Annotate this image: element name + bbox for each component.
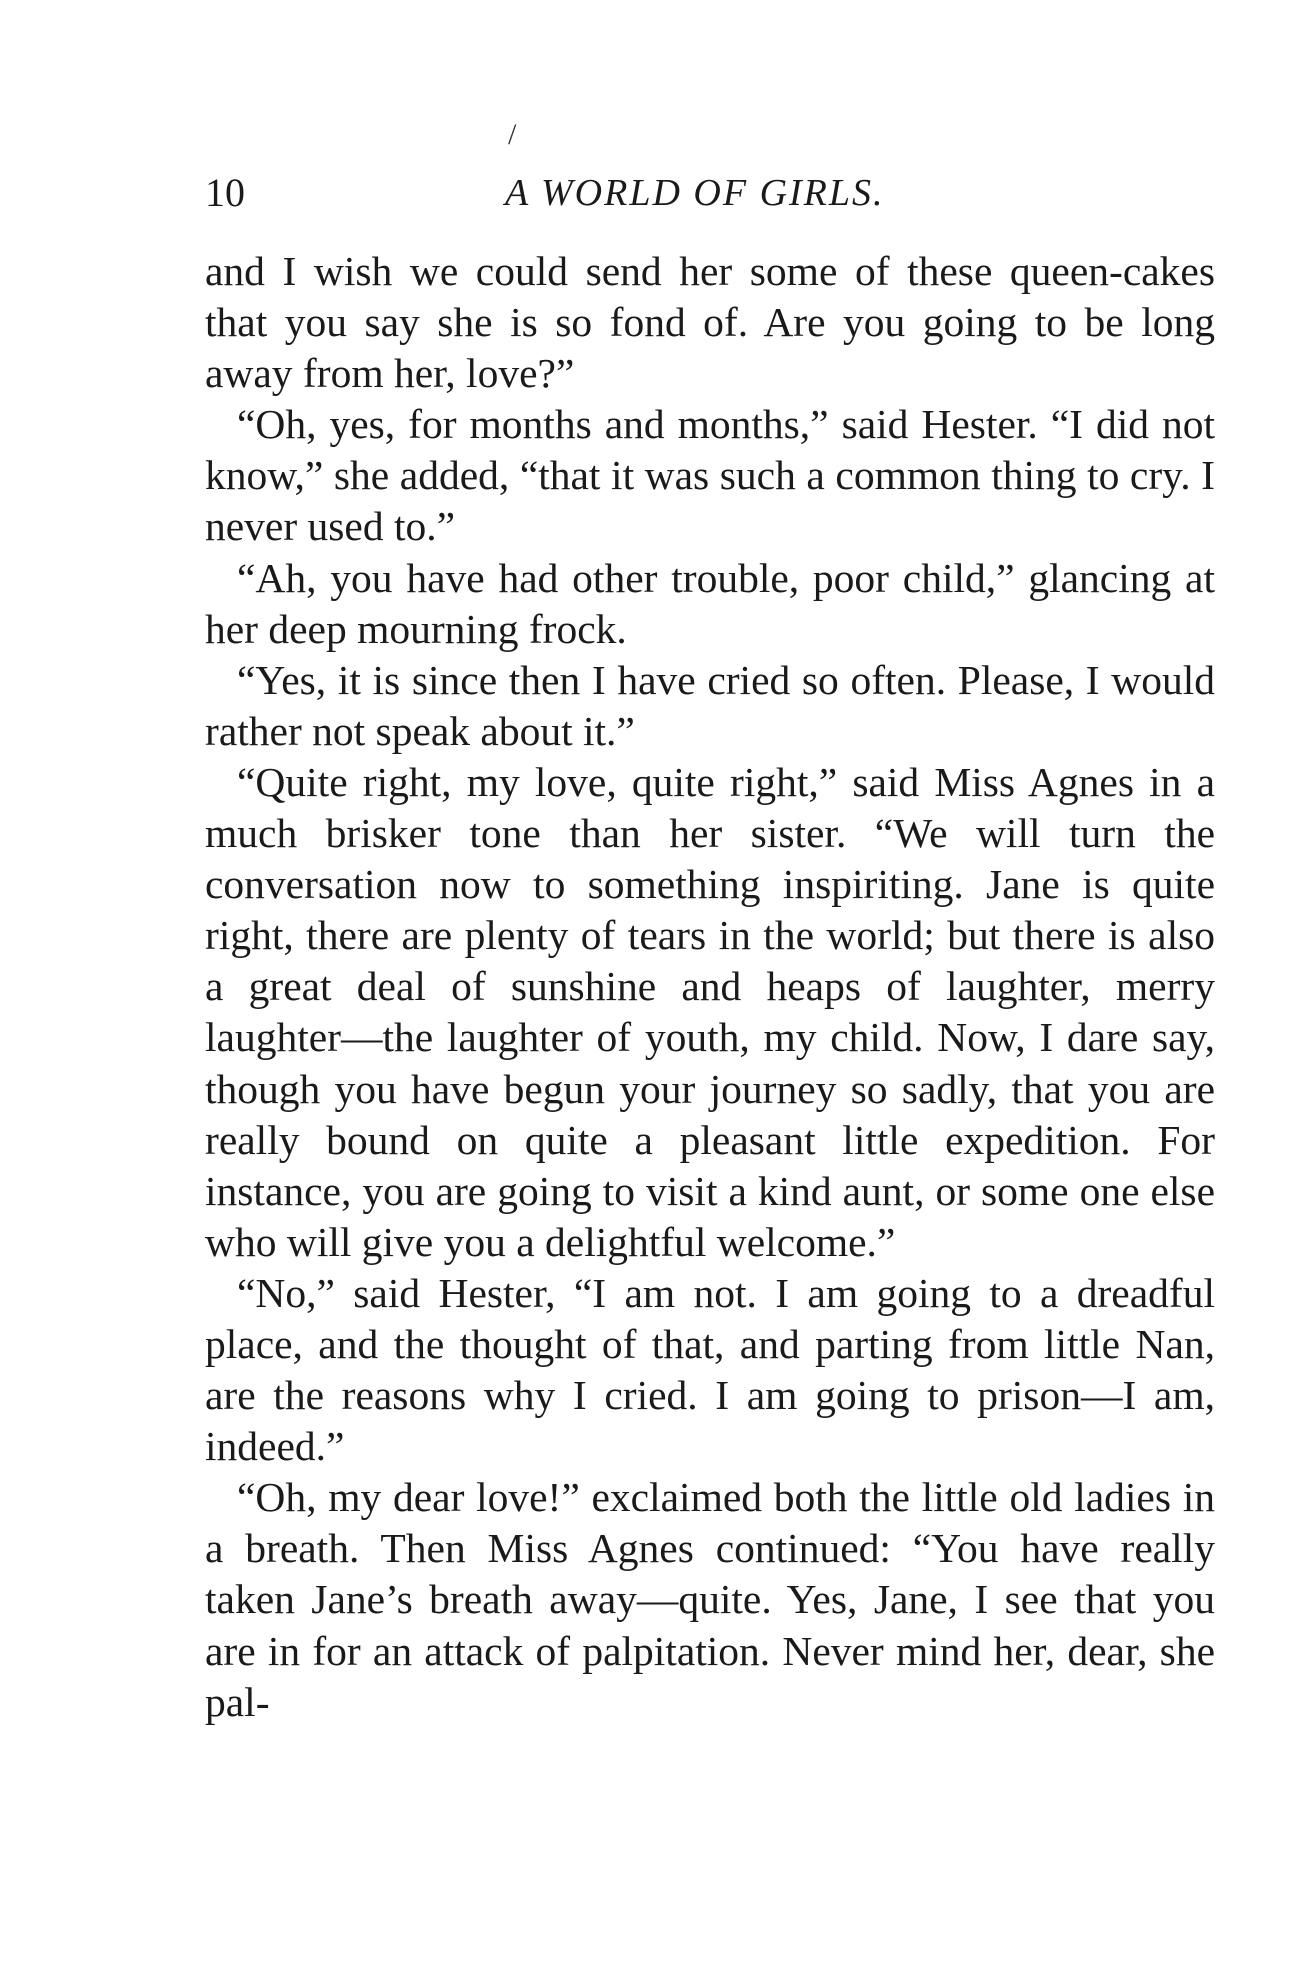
running-title: A WORLD OF GIRLS. <box>505 172 885 214</box>
page-number: 10 <box>205 170 245 215</box>
body-text <box>205 246 1215 1728</box>
pencil-mark: / <box>508 118 517 151</box>
paragraph-4: “Yes, it is since then I have cried so often. Please, I would rather not speak about it.” <box>205 656 1215 754</box>
paragraph-5: “Quite right, my love, quite right,” said Miss Agnes in a much brisker tone than her sister. “We will turn the conversation now to something inspiriting. Jane is quite right, there are plenty of tears in the world; but there is also a great deal of sunshine and heaps of laughter, merry laughter—the laughter of youth, my child. Now, I dare say, though you have begun your journey so sadly, that you are really bound on quite a pleasant little expedition. For instance, you are going to visit a kind aunt, or some one else who will give you a delightful welcome.” <box>205 758 1215 1265</box>
paragraph-1: and I wish we could send her some of these queen-cakes that you say she is so fond of. Are you going to be long away from her, love?” <box>205 248 1215 397</box>
paragraph-6: “No,” said Hester, “I am not. I am going to a dreadful place, and the thought of that, and parting from little Nan, are the reasons why I cried. I am going to prison—I am, indeed.” <box>205 1269 1215 1470</box>
paragraph-3: “Ah, you have had other trouble, poor child,” glancing at her deep mourning frock. <box>205 554 1215 652</box>
paragraph-7: “Oh, my dear love!” exclaimed both the little old ladies in a breath. Then Miss Agnes continued: “You have really taken Jane’s breath away—quite. Yes, Jane, I see that you are in for an attack of palpitation. Never mind her, dear, she pal- <box>205 1474 1215 1725</box>
paragraph-2: “Oh, yes, for months and months,” said Hester. “I did not know,” she added, “that it was such a common thing to cry. I never used to.” <box>205 401 1215 550</box>
page-header <box>205 168 1215 218</box>
